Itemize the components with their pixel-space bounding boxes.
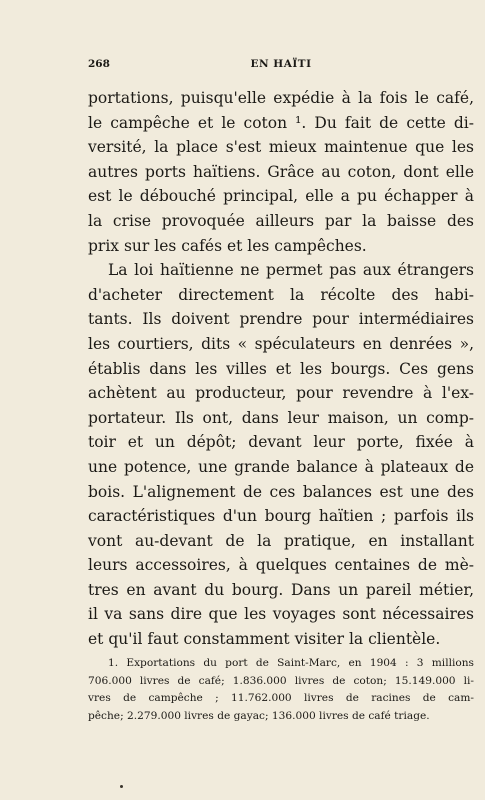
text-line: portateur. Ils ont, dans leur maison, un comp- [88, 408, 474, 427]
footnote-line: pêche; 2.279.000 livres de gayac; 136.000 livres de café triage. [88, 709, 430, 722]
text-line: autres ports haïtiens. Grâce au coton, dont elle [88, 162, 474, 181]
text-line: d'acheter directement la récolte des habi- [88, 285, 474, 304]
paragraph-2 [88, 258, 474, 652]
footnote-line: 706.000 livres de café; 1.836.000 livres de coton; 15.149.000 li- [88, 674, 474, 687]
text-line: et qu'il faut constamment visiter la clientèle. [88, 630, 441, 649]
text-line: établis dans les villes et les bourgs. Ces gens [88, 359, 474, 378]
text-line: vont au-devant de la pratique, en installant [88, 531, 474, 550]
running-title: EN HAÏTI [250, 58, 312, 70]
text-line: leurs accessoires, à quelques centaines de mè- [88, 556, 474, 575]
text-line: portations, puisqu'elle expédie à la fois le café, [88, 89, 474, 107]
text-line: La loi haïtienne ne permet pas aux étrangers [108, 261, 474, 280]
page-header [88, 58, 474, 78]
footnote [88, 655, 474, 725]
ink-speck [120, 785, 123, 788]
text-line: toir et un dépôt; devant leur porte, fixée à [88, 433, 474, 452]
text-line: le campêche et le coton ¹. Du fait de cette di- [88, 113, 474, 132]
text-line: prix sur les cafés et les campêches. [88, 236, 367, 255]
footnote-line: vres de campêche ; 11.762.000 livres de racines de cam- [88, 692, 474, 704]
body-text [88, 86, 474, 652]
paragraph-1 [88, 86, 474, 258]
text-line: il va sans dire que les voyages sont nécessaires [88, 605, 474, 624]
text-line: les courtiers, dits « spéculateurs en denrées », [88, 334, 474, 353]
text-line: caractéristiques d'un bourg haïtien ; parfois ils [88, 507, 474, 526]
text-line: achètent au producteur, pour revendre à l'ex- [88, 384, 474, 403]
text-line: est le débouché principal, elle a pu échapper à [88, 187, 474, 206]
page-number: 268 [88, 58, 110, 70]
text-line: une potence, une grande balance à plateaux de [88, 457, 474, 476]
text-line: bois. L'alignement de ces balances est une des [88, 482, 474, 501]
text-line: tants. Ils doivent prendre pour intermédiaires [88, 310, 474, 329]
footnote-line: 1. Exportations du port de Saint-Marc, en 1904 : 3 millions [108, 657, 474, 669]
text-line: tres en avant du bourg. Dans un pareil métier, [88, 580, 474, 599]
text-line: la crise provoquée ailleurs par la baisse des [88, 211, 474, 230]
text-line: versité, la place s'est mieux maintenue que les [88, 138, 474, 157]
